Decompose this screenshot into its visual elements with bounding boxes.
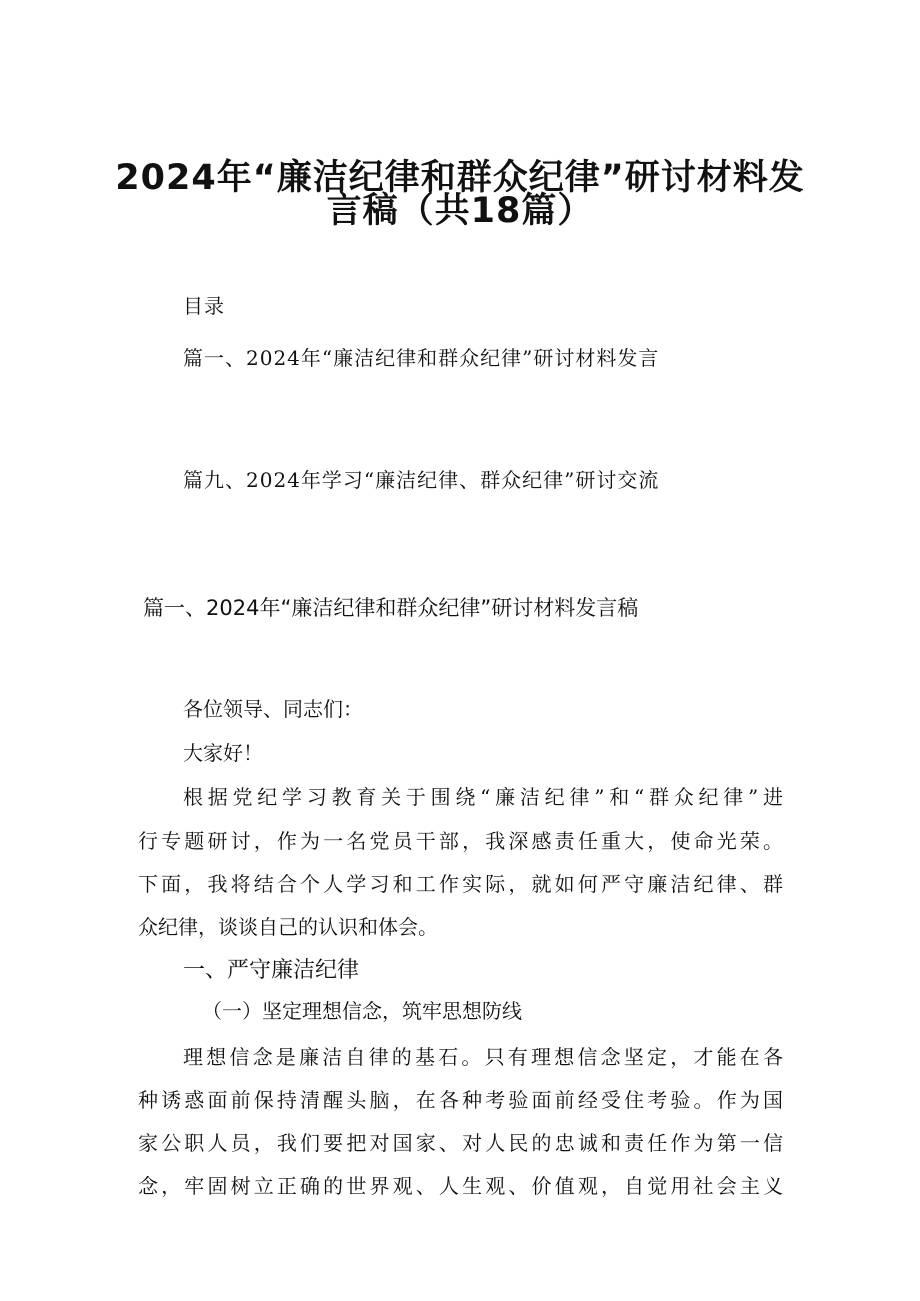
hello: 大家好！ bbox=[183, 741, 263, 765]
intro-line-2: 行专题研讨，作为一名党员干部，我深感责任重大，使命光荣。 bbox=[138, 829, 783, 853]
toc-heading: 目录 bbox=[183, 294, 225, 318]
toc-item-1: 篇一、2024年“廉洁纪律和群众纪律”研讨材料发言 bbox=[183, 346, 660, 370]
body-line-2: 种诱惑面前保持清醒头脑，在各种考验面前经受住考验。作为国 bbox=[138, 1088, 783, 1112]
heading-level-1: 一、严守廉洁纪律 bbox=[183, 958, 360, 983]
toc-item-9: 篇九、2024年学习“廉洁纪律、群众纪律”研讨交流 bbox=[183, 468, 660, 492]
greeting: 各位领导、同志们： bbox=[183, 697, 363, 721]
document-title-line-1: 2024年“廉洁纪律和群众纪律”研讨材料发 bbox=[115, 158, 805, 198]
body-line-4: 念，牢固树立正确的世界观、人生观、价值观，自觉用社会主义 bbox=[138, 1174, 783, 1198]
intro-line-3: 下面，我将结合个人学习和工作实际，就如何严守廉洁纪律、群 bbox=[138, 872, 783, 896]
heading-level-2: （一）坚定理想信念，筑牢思想防线 bbox=[202, 999, 522, 1023]
intro-line-4: 众纪律，谈谈自己的认识和体会。 bbox=[138, 915, 438, 939]
document-title-line-2: 言稿（共18篇） bbox=[326, 191, 594, 231]
intro-line-1: 根据党纪学习教育关于围绕“廉洁纪律”和“群众纪律”进 bbox=[183, 785, 783, 809]
body-line-1: 理想信念是廉洁自律的基石。只有理想信念坚定，才能在各 bbox=[183, 1045, 783, 1069]
section-title: 篇一、2024年“廉洁纪律和群众纪律”研讨材料发言稿 bbox=[143, 596, 639, 620]
body-line-3: 家公职人员，我们要把对国家、对人民的忠诚和责任作为第一信 bbox=[138, 1131, 783, 1155]
